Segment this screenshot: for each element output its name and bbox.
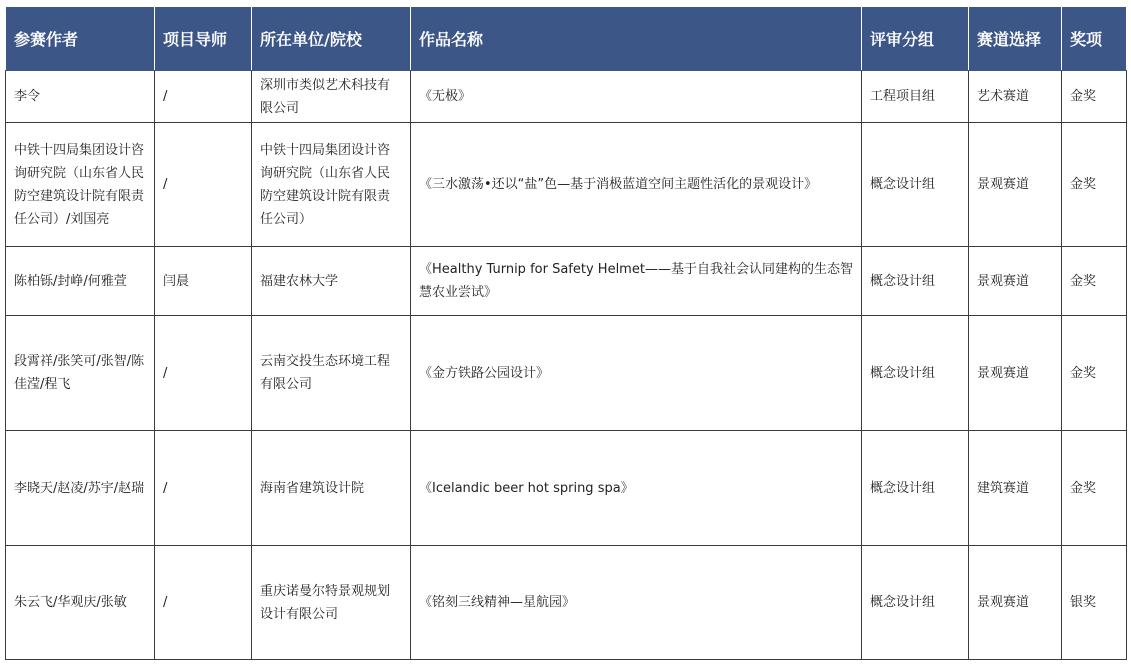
table-row xyxy=(6,316,1127,431)
cell-author: 陈柏铄/封峥/何雅萱 xyxy=(6,247,155,316)
cell-group: 概念设计组 xyxy=(862,316,969,431)
cell-author: 李令 xyxy=(6,71,155,123)
cell-mentor: 闫晨 xyxy=(155,247,252,316)
table-row xyxy=(6,431,1127,546)
cell-track: 景观赛道 xyxy=(969,123,1062,247)
table-header-row xyxy=(6,7,1127,71)
cell-work: 《三水激荡•还以“盐”色—基于消极蓝道空间主题性活化的景观设计》 xyxy=(411,123,862,247)
cell-mentor: / xyxy=(155,546,252,660)
cell-award: 银奖 xyxy=(1062,546,1127,660)
cell-unit: 重庆诺曼尔特景观规划设计有限公司 xyxy=(252,546,411,660)
header-unit: 所在单位/院校 xyxy=(252,7,411,71)
cell-mentor: / xyxy=(155,71,252,123)
cell-work: 《Icelandic beer hot spring spa》 xyxy=(411,431,862,546)
cell-group: 概念设计组 xyxy=(862,123,969,247)
cell-track: 建筑赛道 xyxy=(969,431,1062,546)
cell-unit: 深圳市类似艺术科技有限公司 xyxy=(252,71,411,123)
cell-work: 《铭刻三线精神—星航园》 xyxy=(411,546,862,660)
cell-award: 金奖 xyxy=(1062,431,1127,546)
cell-unit: 中铁十四局集团设计咨询研究院（山东省人民防空建筑设计院有限责任公司） xyxy=(252,123,411,247)
cell-unit: 云南交投生态环境工程有限公司 xyxy=(252,316,411,431)
cell-award: 金奖 xyxy=(1062,123,1127,247)
cell-mentor: / xyxy=(155,316,252,431)
awards-table xyxy=(5,6,1127,660)
cell-track: 景观赛道 xyxy=(969,546,1062,660)
table-row xyxy=(6,123,1127,247)
cell-group: 概念设计组 xyxy=(862,431,969,546)
cell-work: 《Healthy Turnip for Safety Helmet——基于自我社会认同建构的生态智慧农业尝试》 xyxy=(411,247,862,316)
cell-group: 概念设计组 xyxy=(862,546,969,660)
cell-work: 《无极》 xyxy=(411,71,862,123)
cell-award: 金奖 xyxy=(1062,316,1127,431)
header-track: 赛道选择 xyxy=(969,7,1062,71)
cell-author: 中铁十四局集团设计咨询研究院（山东省人民防空建筑设计院有限责任公司）/刘国亮 xyxy=(6,123,155,247)
cell-award: 金奖 xyxy=(1062,247,1127,316)
cell-unit: 海南省建筑设计院 xyxy=(252,431,411,546)
header-award: 奖项 xyxy=(1062,7,1127,71)
header-mentor: 项目导师 xyxy=(155,7,252,71)
table-row xyxy=(6,71,1127,123)
cell-work: 《金方铁路公园设计》 xyxy=(411,316,862,431)
cell-track: 景观赛道 xyxy=(969,247,1062,316)
cell-group: 概念设计组 xyxy=(862,247,969,316)
header-work: 作品名称 xyxy=(411,7,862,71)
header-group: 评审分组 xyxy=(862,7,969,71)
cell-unit: 福建农林大学 xyxy=(252,247,411,316)
cell-track: 景观赛道 xyxy=(969,316,1062,431)
cell-author: 李晓天/赵凌/苏宇/赵瑞 xyxy=(6,431,155,546)
cell-author: 段霄祥/张笑可/张智/陈佳滢/程飞 xyxy=(6,316,155,431)
table-row xyxy=(6,247,1127,316)
table-row xyxy=(6,546,1127,660)
cell-award: 金奖 xyxy=(1062,71,1127,123)
header-author: 参赛作者 xyxy=(6,7,155,71)
cell-author: 朱云飞/华观庆/张敏 xyxy=(6,546,155,660)
cell-mentor: / xyxy=(155,431,252,546)
cell-track: 艺术赛道 xyxy=(969,71,1062,123)
cell-mentor: / xyxy=(155,123,252,247)
cell-group: 工程项目组 xyxy=(862,71,969,123)
